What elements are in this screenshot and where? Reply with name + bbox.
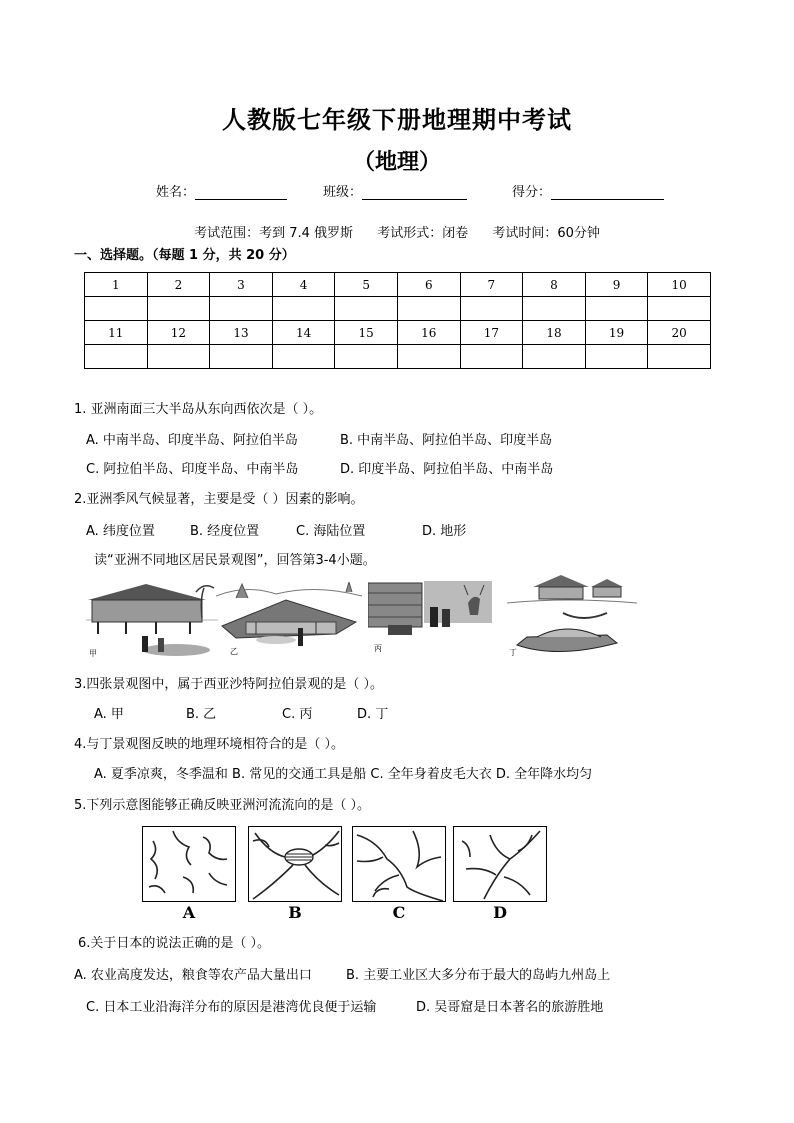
answer-number: 12 — [147, 321, 210, 345]
answer-number: 3 — [210, 273, 273, 297]
answer-number: 17 — [460, 321, 523, 345]
question-3: 3.四张景观图中，属于西亚沙特阿拉伯景观的是（ ）。 — [74, 677, 384, 692]
exam-title: 人教版七年级下册地理期中考试 — [222, 106, 572, 134]
exam-scope: 考试范围：考到 7.4 俄罗斯 — [194, 226, 354, 241]
question-2: 2.亚洲季风气候显著，主要是受（ ）因素的影响。 — [74, 492, 364, 507]
map-label-b: B — [288, 903, 302, 922]
answer-cell[interactable] — [85, 297, 148, 321]
answer-number: 11 — [85, 321, 148, 345]
name-label: 姓名： — [156, 185, 196, 200]
answer-number-row — [85, 273, 711, 297]
q3-option-a: A. 甲 — [94, 707, 124, 722]
river-map-b — [248, 826, 342, 902]
question-5: 5.下列示意图能够正确反映亚洲河流流向的是（ ）。 — [74, 798, 371, 813]
picture-label-yi: 乙 — [230, 647, 238, 656]
score-field — [512, 181, 664, 200]
q3-option-d: D. 丁 — [357, 707, 389, 722]
answer-cell[interactable] — [85, 345, 148, 369]
landscape-picture-yi — [216, 582, 362, 660]
answer-number: 18 — [523, 321, 586, 345]
answer-cell[interactable] — [648, 345, 711, 369]
exam-meta — [0, 222, 794, 241]
exam-form: 考试形式：闭卷 — [377, 226, 469, 241]
answer-number: 9 — [585, 273, 648, 297]
answer-cell[interactable] — [272, 297, 335, 321]
answer-number-row — [85, 321, 711, 345]
q1-option-d: D. 印度半岛、阿拉伯半岛、中南半岛 — [340, 462, 554, 477]
name-field — [156, 181, 287, 200]
score-blank[interactable] — [551, 185, 664, 200]
answer-cell[interactable] — [147, 297, 210, 321]
class-label: 班级： — [323, 185, 363, 200]
class-field — [323, 181, 467, 200]
answer-cell[interactable] — [460, 297, 523, 321]
answer-number: 19 — [585, 321, 648, 345]
river-map-a — [142, 826, 236, 902]
picture-label-bing: 丙 — [374, 644, 382, 653]
answer-cell[interactable] — [335, 345, 398, 369]
name-blank[interactable] — [195, 185, 287, 200]
answer-cell[interactable] — [210, 345, 273, 369]
q1-option-c: C. 阿拉伯半岛、印度半岛、中南半岛 — [86, 462, 299, 477]
answer-cell[interactable] — [147, 345, 210, 369]
river-map-c — [352, 826, 446, 902]
reading-prompt: 读“亚洲不同地区居民景观图”，回答第3-4小题。 — [94, 553, 376, 568]
section-heading: 一、选择题。（每题 1 分，共 20 分） — [74, 248, 295, 263]
answer-cell[interactable] — [585, 345, 648, 369]
exam-time: 考试时间：60分钟 — [492, 226, 600, 241]
answer-cell[interactable] — [648, 297, 711, 321]
map-label-d: D — [493, 903, 507, 922]
answer-number: 16 — [397, 321, 460, 345]
exam-subtitle: （地理） — [352, 150, 441, 175]
answer-number: 6 — [397, 273, 460, 297]
q2-option-a: A. 纬度位置 — [86, 524, 155, 539]
q4-options: A. 夏季凉爽，冬季温和 B. 常见的交通工具是船 C. 全年身着皮毛大衣 D. 全年降水均匀 — [94, 767, 593, 782]
answer-number: 1 — [85, 273, 148, 297]
q3-option-b: B. 乙 — [186, 707, 217, 722]
q6-option-c: C. 日本工业沿海洋分布的原因是港湾优良便于运输 — [86, 1000, 377, 1015]
q3-option-c: C. 丙 — [282, 707, 313, 722]
q6-option-b: B. 主要工业区大多分布于最大的岛屿九州岛上 — [346, 968, 611, 983]
answer-cell[interactable] — [397, 345, 460, 369]
answer-cell[interactable] — [460, 345, 523, 369]
q2-option-d: D. 地形 — [422, 524, 467, 539]
answer-cell[interactable] — [523, 345, 586, 369]
landscape-picture-ding — [503, 573, 639, 658]
picture-label-jia: 甲 — [89, 649, 97, 658]
q2-option-b: B. 经度位置 — [190, 524, 260, 539]
q1-option-b: B. 中南半岛、阿拉伯半岛、印度半岛 — [340, 433, 553, 448]
answer-cell[interactable] — [397, 297, 460, 321]
answer-number: 20 — [648, 321, 711, 345]
landscape-picture-jia — [86, 578, 218, 660]
q1-option-a: A. 中南半岛、印度半岛、阿拉伯半岛 — [86, 433, 298, 448]
q6-option-d: D. 吴哥窟是日本著名的旅游胜地 — [416, 1000, 604, 1015]
answer-blank-row — [85, 297, 711, 321]
answer-cell[interactable] — [335, 297, 398, 321]
answer-number: 8 — [523, 273, 586, 297]
landscape-picture-bing — [368, 579, 492, 657]
answer-cell[interactable] — [272, 345, 335, 369]
answer-number: 5 — [335, 273, 398, 297]
answer-number: 15 — [335, 321, 398, 345]
answer-blank-row — [85, 345, 711, 369]
question-4: 4.与丁景观图反映的地理环境相符合的是（ ）。 — [74, 737, 345, 752]
q2-option-c: C. 海陆位置 — [296, 524, 366, 539]
question-6: 6.关于日本的说法正确的是（ ）。 — [78, 936, 271, 951]
score-label: 得分： — [512, 185, 552, 200]
q6-option-a: A. 农业高度发达，粮食等农产品大量出口 — [74, 968, 312, 983]
answer-cell[interactable] — [210, 297, 273, 321]
answer-number: 13 — [210, 321, 273, 345]
answer-number: 14 — [272, 321, 335, 345]
river-map-d — [453, 826, 547, 902]
map-label-c: C — [392, 903, 406, 922]
question-1: 1. 亚洲南面三大半岛从东向西依次是（ ）。 — [74, 402, 323, 417]
answer-number: 4 — [272, 273, 335, 297]
map-label-a: A — [182, 903, 196, 922]
answer-cell[interactable] — [523, 297, 586, 321]
answer-table — [84, 272, 711, 369]
class-blank[interactable] — [362, 185, 467, 200]
answer-number: 2 — [147, 273, 210, 297]
answer-number: 10 — [648, 273, 711, 297]
answer-number: 7 — [460, 273, 523, 297]
picture-label-ding: 丁 — [509, 648, 517, 657]
answer-cell[interactable] — [585, 297, 648, 321]
